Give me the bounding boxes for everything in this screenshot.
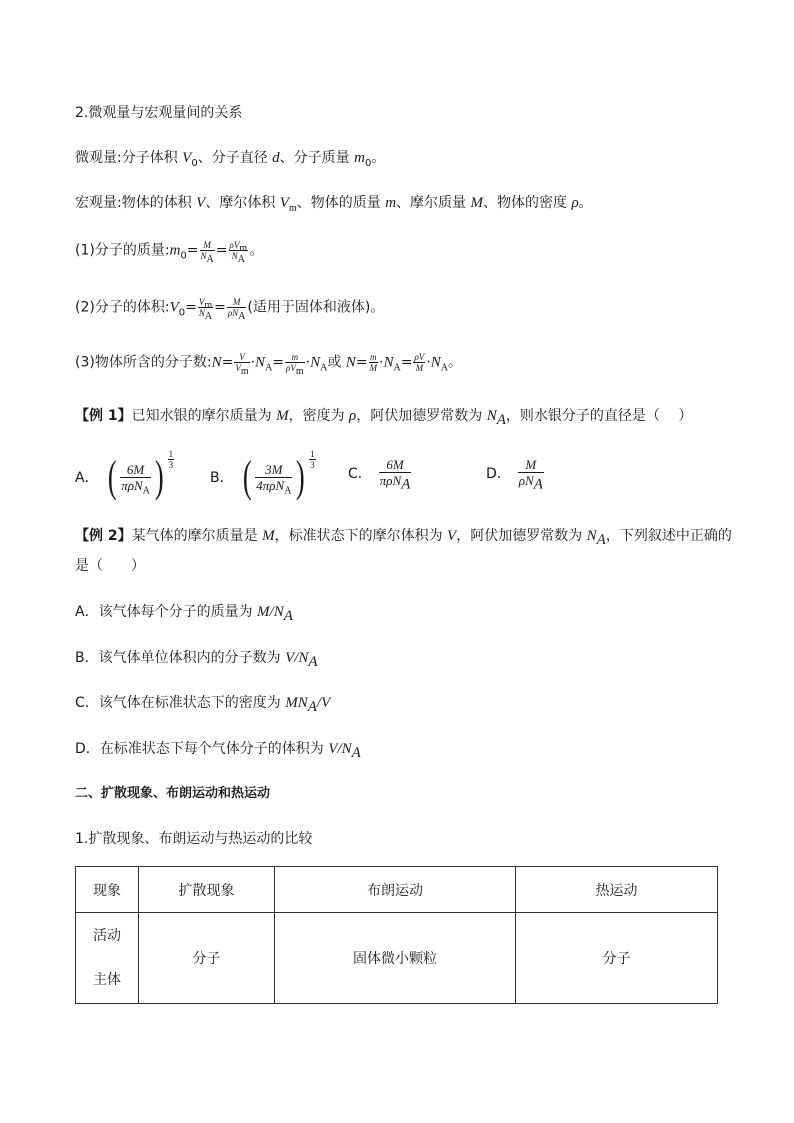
micro-quantities-line: 微观量:分子体积 $V_0$、分子直径 d、分子质量 $m_0$。 <box>75 150 386 169</box>
example-2-option-b[interactable]: B．该气体单位体积内的分子数为 $V/N_A$ <box>75 650 318 670</box>
table-row <box>76 913 718 1004</box>
table-header-cell: 扩散现象 <box>139 867 275 913</box>
macro-quantities-line: 宏观量:物体的体积 V、摩尔体积 $V_m$、物体的质量 m、摩尔质量 M、物体的密度 ρ。 <box>75 195 593 214</box>
fraction: $\frac{\rho V}{M}$ <box>414 352 425 373</box>
fraction: $\frac{M}{\rho N_A}$ <box>227 297 246 322</box>
fraction: $\frac{V_m}{N_A}$ <box>198 297 213 322</box>
subsection-title: 1.扩散现象、布朗运动与热运动的比较 <box>75 831 313 847</box>
example-2-option-c[interactable]: C．该气体在标准状态下的密度为 $MN_A/V$ <box>75 695 331 715</box>
formula-molecule-count: (3)物体所含的分子数:N= $\frac{V}{V_m}$ $\cdot N_A=$ $\frac{m}{\rho V_m}$ $\cdot N_A$或 N= $\frac{m}{M}$ $\cdot N_A=$ $\frac{\rho V}{M}$ $\cdot N_A$。 <box>75 352 463 377</box>
option-d[interactable]: D． $\frac{M}{\rho N_A}$ <box>486 457 543 493</box>
fraction: $\frac{m}{\rho V_m}$ <box>286 352 304 377</box>
fraction: $\frac{m}{M}$ <box>369 352 378 373</box>
comparison-table <box>75 866 718 1004</box>
example-1-question: 【例 1】已知水银的摩尔质量为 M，密度为 ρ，阿伏加德罗常数为 $N_A$，则水银分子的直径是（ ） <box>75 408 693 428</box>
formula-molecule-volume: (2)分子的体积$:V_0=$ $\frac{V_m}{N_A}$ = $\frac{M}{\rho N_A}$ (适用于固体和液体)。 <box>75 297 385 322</box>
option-b[interactable]: B． ( $\frac{3M}{4\pi\rho N_A}$ ) $\frac{1}{3}$ <box>210 449 315 501</box>
fraction: $\frac{M}{N_A}$ <box>200 240 214 265</box>
table-header-cell: 现象 <box>76 867 139 913</box>
table-header-row <box>76 867 718 913</box>
example-2-option-a[interactable]: A．该气体每个分子的质量为 $M/N_A$ <box>75 604 293 624</box>
table-cell: 固体微小颗粒 <box>275 913 516 1004</box>
section-two-title: 二、扩散现象、布朗运动和热运动 <box>75 786 271 801</box>
table-header-cell: 热运动 <box>516 867 718 913</box>
section-title: 2.微观量与宏观量间的关系 <box>75 105 243 121</box>
fraction: $\frac{V}{V_m}$ <box>235 352 249 377</box>
table-cell: 分子 <box>139 913 275 1004</box>
table-row-label: 活动 主体 <box>76 913 139 1004</box>
example-2-option-d[interactable]: D．在标准状态下每个气体分子的体积为 $V/N_A$ <box>75 741 361 761</box>
example-2-question: 【例 2】某气体的摩尔质量是 M，标准状态下的摩尔体积为 V，阿伏加德罗常数为 $N_A$，下列叙述中正确的 <box>75 528 732 548</box>
option-c[interactable]: C． $\frac{6M}{\pi\rho N_A}$ <box>348 457 411 493</box>
option-a[interactable]: A． ( $\frac{6M}{\pi\rho N_A}$ ) $\frac{1}{3}$ <box>75 449 174 501</box>
formula-molecule-mass: (1)分子的质量$:m_0=$ $\frac{M}{N_A}$ = $\frac{\rho V_m}{N_A}$ 。 <box>75 240 264 265</box>
table-header-cell: 布朗运动 <box>275 867 516 913</box>
table-cell: 分子 <box>516 913 718 1004</box>
example-2-question-cont: 是（ ） <box>75 558 145 574</box>
fraction: $\frac{\rho V_m}{N_A}$ <box>229 240 248 265</box>
